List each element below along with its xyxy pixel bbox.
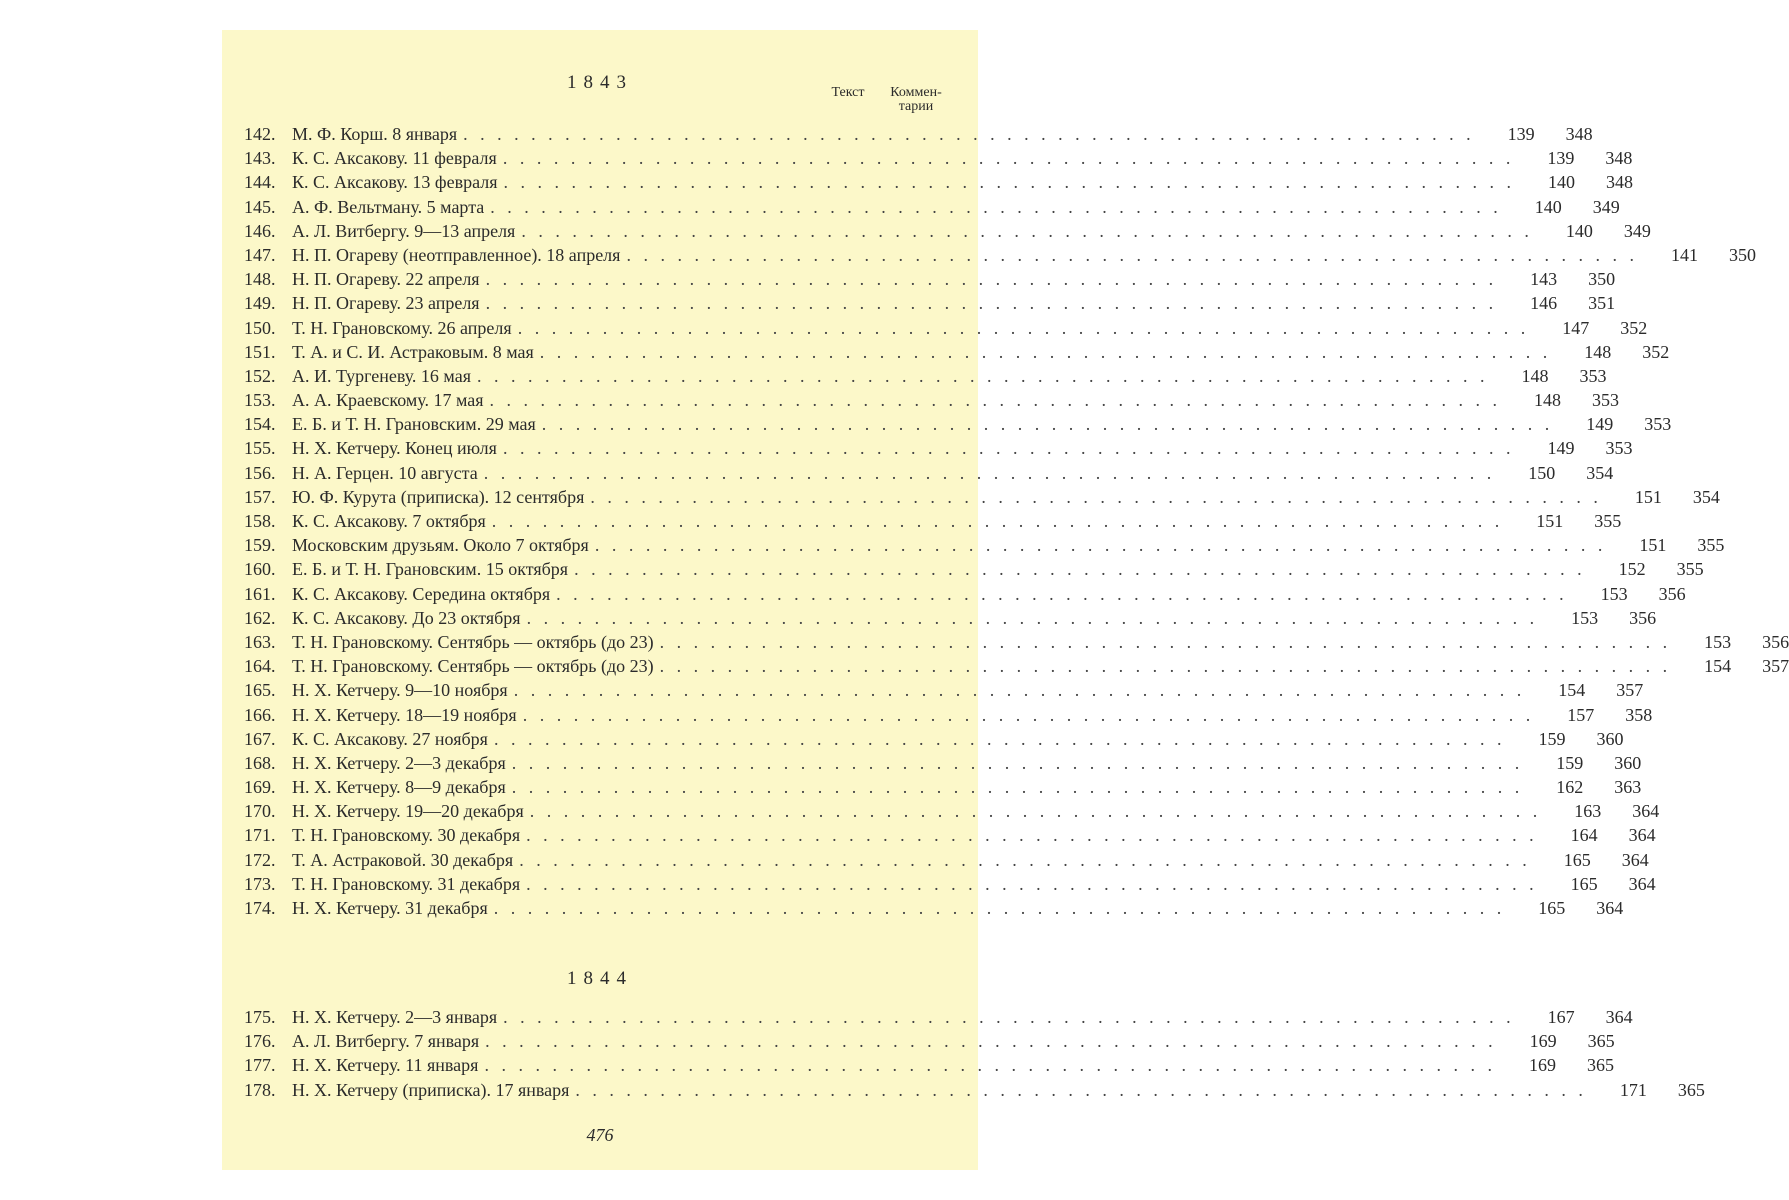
dot-leader: . . . . . . . . . . . . . . . . . . . . . . . . . . . . . . . . . . . . . . . . . . . . . . . . . . . . . . . . . . . . xyxy=(489,390,1501,411)
text-page-number: 146 xyxy=(1530,293,1558,314)
text-page-number: 157 xyxy=(1567,704,1595,725)
dot-leader: . . . . . . . . . . . . . . . . . . . . . . . . . . . . . . . . . . . . . . . . . . . . . . . . . . . . . . . . . . . . xyxy=(539,341,1552,362)
comments-page-number: 354 xyxy=(1692,486,1720,507)
text-page-number: 140 xyxy=(1534,196,1562,217)
comments-page-number: 348 xyxy=(1565,124,1593,144)
entry-number: 152. xyxy=(244,365,276,386)
entry-number: 156. xyxy=(244,462,276,483)
comments-page-number: 352 xyxy=(1620,317,1648,338)
entry-number: 161. xyxy=(244,583,276,604)
dot-leader: . . . . . . . . . . . . . . . . . . . . . . . . . . . . . . . . . . . . . . . . . . . . . . . . . . . . . . . . . . . . xyxy=(574,559,1586,580)
list-item xyxy=(244,291,1616,315)
entry-number: 150. xyxy=(244,317,276,338)
text-page-number: 154 xyxy=(1704,656,1732,677)
list-item xyxy=(244,461,1614,485)
dot-leader: . . . . . . . . . . . . . . . . . . . . . . . . . . . . . . . . . . . . . . . . . . . . . . . . . . . . . . . . . . . . xyxy=(556,583,1568,604)
entry-title: Н. Х. Кетчеру. 19—20 декабря xyxy=(292,801,524,822)
text-page-number: 169 xyxy=(1528,1055,1556,1076)
text-page-number: 167 xyxy=(1547,1007,1575,1027)
comments-page-number: 355 xyxy=(1697,535,1725,556)
text-page-number: 140 xyxy=(1565,220,1593,241)
list-item xyxy=(244,146,1633,170)
comments-page-number: 364 xyxy=(1621,849,1649,870)
entry-title: Т. Н. Грановскому. Сентябрь — октябрь (до 23) xyxy=(292,656,654,677)
entry-number: 142. xyxy=(244,124,276,144)
text-page-number: 152 xyxy=(1618,559,1646,580)
entry-number: 174. xyxy=(244,898,276,918)
dot-leader: . . . . . . . . . . . . . . . . . . . . . . . . . . . . . . . . . . . . . . . . . . . . . . . . . . . . . . . . . . . . xyxy=(502,148,1515,169)
dot-leader: . . . . . . . . . . . . . . . . . . . . . . . . . . . . . . . . . . . . . . . . . . . . . . . . . . . . . . . . . . . . xyxy=(490,196,1502,217)
list-item xyxy=(244,557,1704,581)
dot-leader: . . . . . . . . . . . . . . . . . . . . . . . . . . . . . . . . . . . . . . . . . . . . . . . . . . . . . . . . . . . . xyxy=(483,462,1496,483)
comments-page-number: 356 xyxy=(1629,607,1657,628)
dot-leader: . . . . . . . . . . . . . . . . . . . . . . . . . . . . . . . . . . . . . . . . . . . . . . . . . . . . . . . . . . . . xyxy=(476,365,1489,386)
entry-title: К. С. Аксакову. 11 февраля xyxy=(292,148,497,169)
text-page-number: 154 xyxy=(1558,680,1586,701)
text-page-number: 159 xyxy=(1556,752,1584,773)
comments-page-number: 354 xyxy=(1586,462,1614,483)
text-page-number: 150 xyxy=(1528,462,1556,483)
text-page-number: 140 xyxy=(1547,172,1575,193)
entry-title: Н. Х. Кетчеру. 9—10 ноября xyxy=(292,680,508,701)
text-page-number: 139 xyxy=(1547,148,1575,169)
list-item xyxy=(244,340,1670,364)
entry-number: 173. xyxy=(244,873,276,894)
entry-title: Н. Х. Кетчеру. 8—9 декабря xyxy=(292,777,506,798)
comments-page-number: 356 xyxy=(1762,631,1789,652)
entry-number: 178. xyxy=(244,1079,276,1100)
text-page-number: 141 xyxy=(1670,244,1698,265)
list-item xyxy=(244,848,1649,872)
entry-title: А. Ф. Вельтману. 5 марта xyxy=(292,196,485,217)
entry-title: К. С. Аксакову. 7 октября xyxy=(292,511,486,531)
text-page-number: 169 xyxy=(1529,1031,1557,1052)
dot-leader: . . . . . . . . . . . . . . . . . . . . . . . . . . . . . . . . . . . . . . . . . . . . . . . . . . . . . . . . . . . . xyxy=(491,511,1504,531)
list-item xyxy=(244,823,1656,847)
comments-page-number: 365 xyxy=(1587,1031,1615,1052)
dot-leader: . . . . . . . . . . . . . . . . . . . . . . . . . . . . . . . . . . . . . . . . . . . . . . . . . . . . . . . . . . . . xyxy=(485,1031,1497,1052)
text-page-number: 153 xyxy=(1704,631,1732,652)
entry-number: 148. xyxy=(244,269,276,290)
list-item xyxy=(244,1078,1705,1102)
comments-page-number: 358 xyxy=(1625,704,1653,725)
list-item xyxy=(244,606,1657,630)
list-item xyxy=(244,388,1619,412)
entry-number: 155. xyxy=(244,438,276,459)
comments-page-number: 353 xyxy=(1644,414,1672,435)
list-item xyxy=(244,872,1656,896)
dot-leader: . . . . . . . . . . . . . . . . . . . . . . . . . . . . . . . . . . . . . . . . . . . . . . . . . . . . . . . . . . . . xyxy=(529,801,1542,822)
text-page-number: 151 xyxy=(1639,535,1667,556)
dot-leader: . . . . . . . . . . . . . . . . . . . . . . . . . . . . . . . . . . . . . . . . . . . . . . . . . . . . . . . . . . . . xyxy=(463,124,1475,144)
entry-number: 164. xyxy=(244,656,276,677)
list-item xyxy=(244,170,1633,194)
list-item xyxy=(244,654,1789,678)
comments-page-number: 350 xyxy=(1588,269,1616,290)
entry-title: К. С. Аксакову. 27 ноября xyxy=(292,728,488,749)
list-item xyxy=(244,195,1620,219)
entry-number: 157. xyxy=(244,486,276,507)
text-page-number: 171 xyxy=(1619,1079,1647,1100)
text-page-number: 148 xyxy=(1521,365,1549,386)
entry-number: 163. xyxy=(244,631,276,652)
comments-page-number: 349 xyxy=(1592,196,1620,217)
entry-number: 167. xyxy=(244,728,276,749)
entry-title: Ю. Ф. Курута (приписка). 12 сентября xyxy=(292,486,585,507)
entry-number: 170. xyxy=(244,801,276,822)
list-item xyxy=(244,703,1653,727)
entry-number: 168. xyxy=(244,752,276,773)
list-item xyxy=(244,799,1660,823)
entry-number: 162. xyxy=(244,607,276,628)
comments-page-number: 349 xyxy=(1623,220,1651,241)
text-page-number: 151 xyxy=(1634,486,1662,507)
text-page-number: 165 xyxy=(1570,873,1598,894)
dot-leader: . . . . . . . . . . . . . . . . . . . . . . . . . . . . . . . . . . . . . . . . . . . . . . . . . . . . . . . . . . . . xyxy=(659,656,1672,677)
text-page-number: 165 xyxy=(1538,898,1566,918)
entry-title: Т. А. Астраковой. 30 декабря xyxy=(292,849,514,870)
text-page-number: 165 xyxy=(1563,849,1591,870)
list-item xyxy=(244,436,1633,460)
dot-leader: . . . . . . . . . . . . . . . . . . . . . . . . . . . . . . . . . . . . . . . . . . . . . . . . . . . . . . . . . . . . xyxy=(526,873,1538,894)
entry-title: Е. Б. и Т. Н. Грановским. 15 октября xyxy=(292,559,569,580)
entry-number: 171. xyxy=(244,825,276,846)
comments-page-number: 363 xyxy=(1614,777,1642,798)
entry-number: 177. xyxy=(244,1055,276,1076)
dot-leader: . . . . . . . . . . . . . . . . . . . . . . . . . . . . . . . . . . . . . . . . . . . . . . . . . . . . . . . . . . . . xyxy=(511,777,1524,798)
entry-title: Н. П. Огареву. 23 апреля xyxy=(292,293,480,314)
list-item xyxy=(244,896,1624,920)
entry-title: Т. Н. Грановскому. 26 апреля xyxy=(292,317,512,338)
text-page-number: 148 xyxy=(1533,390,1561,411)
dot-leader: . . . . . . . . . . . . . . . . . . . . . . . . . . . . . . . . . . . . . . . . . . . . . . . . . . . . . . . . . . . . xyxy=(626,244,1638,265)
list-item xyxy=(244,1053,1614,1077)
page-number: 476 xyxy=(586,1125,614,1145)
text-page-number: 151 xyxy=(1536,511,1564,531)
year-heading-1843: 1843 xyxy=(567,72,633,93)
dot-leader: . . . . . . . . . . . . . . . . . . . . . . . . . . . . . . . . . . . . . . . . . . . . . . . . . . . . . . . . . . . . xyxy=(522,704,1535,725)
entry-title: Н. П. Огареву. 22 апреля xyxy=(292,269,480,290)
entry-number: 146. xyxy=(244,220,276,241)
list-item xyxy=(244,267,1616,291)
entry-number: 143. xyxy=(244,148,276,169)
entry-title: М. Ф. Корш. 8 января xyxy=(292,124,458,144)
entry-number: 147. xyxy=(244,244,276,265)
entry-number: 145. xyxy=(244,196,276,217)
entry-number: 169. xyxy=(244,777,276,798)
comments-page-number: 353 xyxy=(1591,390,1619,411)
entry-title: Н. А. Герцен. 10 августа xyxy=(292,462,478,483)
comments-page-number: 360 xyxy=(1614,752,1642,773)
text-page-number: 162 xyxy=(1556,777,1584,798)
entry-title: Н. Х. Кетчеру. 31 декабря xyxy=(292,898,488,918)
comments-page-number: 351 xyxy=(1588,293,1616,314)
text-page-number: 159 xyxy=(1538,728,1566,749)
list-item xyxy=(244,1029,1615,1053)
comments-page-number: 364 xyxy=(1632,801,1660,822)
entry-number: 165. xyxy=(244,680,276,701)
comments-page-number: 364 xyxy=(1596,898,1624,918)
column-header-text: Текст xyxy=(831,85,865,100)
dot-leader: . . . . . . . . . . . . . . . . . . . . . . . . . . . . . . . . . . . . . . . . . . . . . . . . . . . . . . . . . . . . xyxy=(485,269,1498,290)
comments-page-number: 365 xyxy=(1586,1055,1614,1076)
entry-number: 153. xyxy=(244,390,276,411)
entry-title: К. С. Аксакову. 13 февраля xyxy=(292,172,498,193)
entry-number: 160. xyxy=(244,559,276,580)
dot-leader: . . . . . . . . . . . . . . . . . . . . . . . . . . . . . . . . . . . . . . . . . . . . . . . . . . . . . . . . . . . . xyxy=(526,607,1539,628)
comments-page-number: 355 xyxy=(1594,511,1622,531)
dot-leader: . . . . . . . . . . . . . . . . . . . . . . . . . . . . . . . . . . . . . . . . . . . . . . . . . . . . . . . . . . . . xyxy=(493,728,1506,749)
dot-leader: . . . . . . . . . . . . . . . . . . . . . . . . . . . . . . . . . . . . . . . . . . . . . . . . . . . . . . . . . . . . xyxy=(659,631,1672,652)
entries-1843 xyxy=(244,122,1789,920)
text-page-number: 163 xyxy=(1574,801,1602,822)
text-page-number: 148 xyxy=(1584,341,1612,362)
text-page-number: 139 xyxy=(1507,124,1535,144)
comments-page-number: 353 xyxy=(1605,438,1633,459)
book-page xyxy=(222,30,1789,1170)
entry-title: Е. Б. и Т. Н. Грановским. 29 мая xyxy=(292,414,536,435)
entries-1844 xyxy=(244,1005,1705,1102)
list-item xyxy=(244,364,1607,388)
comments-page-number: 364 xyxy=(1628,873,1656,894)
text-page-number: 164 xyxy=(1570,825,1598,846)
comments-page-number: 364 xyxy=(1605,1007,1633,1027)
list-item xyxy=(244,1005,1633,1029)
dot-leader: . . . . . . . . . . . . . . . . . . . . . . . . . . . . . . . . . . . . . . . . . . . . . . . . . . . . . . . . . . . . xyxy=(511,752,1524,773)
dot-leader: . . . . . . . . . . . . . . . . . . . . . . . . . . . . . . . . . . . . . . . . . . . . . . . . . . . . . . . . . . . . xyxy=(513,680,1526,701)
text-page-number: 147 xyxy=(1562,317,1590,338)
year-heading-1844: 1844 xyxy=(567,968,633,989)
dot-leader: . . . . . . . . . . . . . . . . . . . . . . . . . . . . . . . . . . . . . . . . . . . . . . . . . . . . . . . . . . . . xyxy=(485,293,1498,314)
list-item xyxy=(244,678,1644,702)
dot-leader: . . . . . . . . . . . . . . . . . . . . . . . . . . . . . . . . . . . . . . . . . . . . . . . . . . . . . . . . . . . . xyxy=(590,486,1602,507)
comments-page-number: 357 xyxy=(1762,656,1789,677)
comments-page-number: 348 xyxy=(1605,172,1633,193)
entry-title: А. Л. Витбергу. 7 января xyxy=(292,1031,480,1052)
text-page-number: 143 xyxy=(1530,269,1558,290)
dot-leader: . . . . . . . . . . . . . . . . . . . . . . . . . . . . . . . . . . . . . . . . . . . . . . . . . . . . . . . . . . . . xyxy=(526,825,1538,846)
entry-number: 176. xyxy=(244,1031,276,1052)
comments-page-number: 360 xyxy=(1596,728,1624,749)
text-page-number: 153 xyxy=(1600,583,1628,604)
entry-title: Н. Х. Кетчеру (приписка). 17 января xyxy=(292,1079,570,1100)
dot-leader: . . . . . . . . . . . . . . . . . . . . . . . . . . . . . . . . . . . . . . . . . . . . . . . . . . . . . . . . . . . . xyxy=(575,1079,1587,1100)
text-page-number: 153 xyxy=(1571,607,1599,628)
entry-number: 154. xyxy=(244,414,276,435)
text-page-number: 149 xyxy=(1547,438,1575,459)
entry-title: К. С. Аксакову. Середина октября xyxy=(292,583,551,604)
list-item xyxy=(244,316,1648,340)
entry-title: А. А. Краевскому. 17 мая xyxy=(292,390,484,411)
dot-leader: . . . . . . . . . . . . . . . . . . . . . . . . . . . . . . . . . . . . . . . . . . . . . . . . . . . . . . . . . . . . xyxy=(521,220,1533,241)
entry-title: Московским друзьям. Около 7 октября xyxy=(292,535,589,556)
entry-title: Н. П. Огареву (неотправленное). 18 апреля xyxy=(292,244,621,265)
entry-title: Т. Н. Грановскому. 30 декабря xyxy=(292,825,521,846)
entry-number: 175. xyxy=(244,1007,276,1027)
entry-title: Т. А. и С. И. Астраковым. 8 мая xyxy=(292,341,534,362)
list-item xyxy=(244,412,1672,436)
entry-title: Н. Х. Кетчеру. Конец июля xyxy=(292,438,497,459)
list-item xyxy=(244,582,1686,606)
comments-page-number: 365 xyxy=(1677,1079,1705,1100)
dot-leader: . . . . . . . . . . . . . . . . . . . . . . . . . . . . . . . . . . . . . . . . . . . . . . . . . . . . . . . . . . . . xyxy=(517,317,1530,338)
comments-page-number: 352 xyxy=(1642,341,1670,362)
dot-leader: . . . . . . . . . . . . . . . . . . . . . . . . . . . . . . . . . . . . . . . . . . . . . . . . . . . . . . . . . . . . xyxy=(484,1055,1496,1076)
dot-leader: . . . . . . . . . . . . . . . . . . . . . . . . . . . . . . . . . . . . . . . . . . . . . . . . . . . . . . . . . . . . xyxy=(493,898,1506,918)
dot-leader: . . . . . . . . . . . . . . . . . . . . . . . . . . . . . . . . . . . . . . . . . . . . . . . . . . . . . . . . . . . . xyxy=(503,172,1515,193)
comments-page-number: 357 xyxy=(1616,680,1644,701)
comments-page-number: 353 xyxy=(1579,365,1607,386)
entry-number: 158. xyxy=(244,511,276,531)
dot-leader: . . . . . . . . . . . . . . . . . . . . . . . . . . . . . . . . . . . . . . . . . . . . . . . . . . . . . . . . . . . . xyxy=(519,849,1531,870)
list-item xyxy=(244,775,1642,799)
dot-leader: . . . . . . . . . . . . . . . . . . . . . . . . . . . . . . . . . . . . . . . . . . . . . . . . . . . . . . . . . . . . xyxy=(541,414,1554,435)
entry-title: Н. Х. Кетчеру. 2—3 декабря xyxy=(292,752,506,773)
entry-title: К. С. Аксакову. До 23 октября xyxy=(292,607,521,628)
comments-page-number: 356 xyxy=(1658,583,1686,604)
entry-number: 172. xyxy=(244,849,276,870)
entry-title: Н. Х. Кетчеру. 18—19 ноября xyxy=(292,704,517,725)
entry-number: 166. xyxy=(244,704,276,725)
entry-number: 144. xyxy=(244,172,276,193)
list-item xyxy=(244,630,1789,654)
list-item xyxy=(244,243,1756,267)
list-item xyxy=(244,485,1720,509)
entry-number: 159. xyxy=(244,535,276,556)
entry-title: Н. Х. Кетчеру. 2—3 января xyxy=(292,1007,498,1027)
list-item xyxy=(244,122,1593,146)
entry-title: Т. Н. Грановскому. 31 декабря xyxy=(292,873,521,894)
list-item xyxy=(244,533,1725,557)
entry-title: Т. Н. Грановскому. Сентябрь — октябрь (до 23) xyxy=(292,631,654,652)
dot-leader: . . . . . . . . . . . . . . . . . . . . . . . . . . . . . . . . . . . . . . . . . . . . . . . . . . . . . . . . . . . . xyxy=(594,535,1607,556)
comments-page-number: 348 xyxy=(1605,148,1633,169)
comments-page-number: 364 xyxy=(1628,825,1656,846)
entry-number: 149. xyxy=(244,293,276,314)
dot-leader: . . . . . . . . . . . . . . . . . . . . . . . . . . . . . . . . . . . . . . . . . . . . . . . . . . . . . . . . . . . . xyxy=(502,438,1515,459)
comments-page-number: 355 xyxy=(1676,559,1704,580)
column-header-comments: Коммен- тарии xyxy=(890,85,942,114)
entry-title: А. Л. Витбергу. 9—13 апреля xyxy=(292,220,516,241)
entry-number: 151. xyxy=(244,341,276,362)
entry-title: А. И. Тургеневу. 16 мая xyxy=(292,365,471,386)
text-page-number: 149 xyxy=(1586,414,1614,435)
list-item xyxy=(244,751,1642,775)
list-item xyxy=(244,727,1624,751)
entry-title: Н. Х. Кетчеру. 11 января xyxy=(292,1055,479,1076)
comments-page-number: 350 xyxy=(1728,244,1756,265)
list-item xyxy=(244,509,1622,533)
dot-leader: . . . . . . . . . . . . . . . . . . . . . . . . . . . . . . . . . . . . . . . . . . . . . . . . . . . . . . . . . . . . xyxy=(503,1007,1515,1027)
list-item xyxy=(244,219,1651,243)
